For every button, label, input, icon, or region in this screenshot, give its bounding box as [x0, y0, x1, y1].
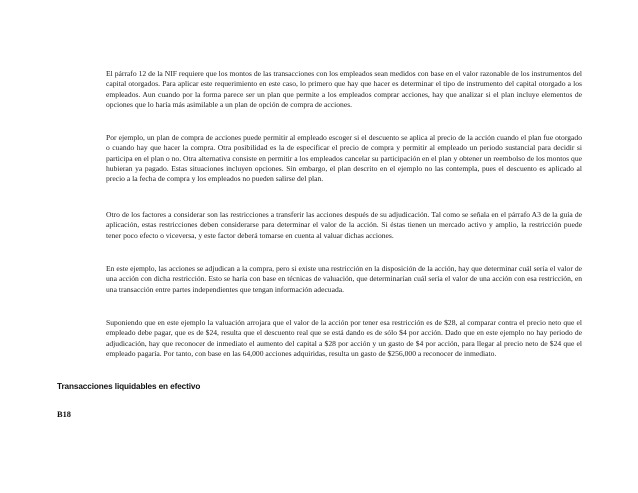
paragraph-nif-requirement: El párrafo 12 de la NIF requiere que los montos de las transacciones con los empleados sean medidos con base en el valor razonable de los instrumentos del capital otorgados. Para aplicar este requerimiento en este caso, lo primero que hay que hacer es determinar el tipo de instrumento del capital otorgado a los empleados. Aun cuando por la forma parece ser un plan que permite a los empleados comprar acciones, hay que analizar si el plan incluye elementos de opciones que lo haría más asimilable a un plan de opción de compra de acciones. — [106, 69, 582, 109]
section-code: B18 — [57, 410, 71, 419]
paragraph-option-example: Por ejemplo, un plan de compra de acciones puede permitir al empleado escoger si el descuento se aplica al precio de la acción cuando el plan fue otorgado o cuando hay que hacer la compra. Otra posibilidad es la de especificar el precio de compra y permitir al empleado un periodo sustancial para decidir si participa en el plan o no. Otra alternativa consiste en permitir a los empleados cancelar su participación en el plan y obtener un reembolso de los montos que hubieran ya pagado. Estas situaciones incluyen opciones. Sin embargo, el plan descrito en el ejemplo no las contempla, pues el descuento es aplicado al precio a la fecha de compra y los empleados no pueden salirse del plan. — [106, 133, 582, 184]
paragraph-expense-calculation: Suponiendo que en este ejemplo la valuación arrojara que el valor de la acción por tener esa restricción es de $28, al comparar contra el precio neto que el empleado debe pagar, que es de $24, resulta que el descuento real que se está dando es de sólo $4 por acción. Dado que en este ejemplo no hay periodo de adjudicación, hay que reconocer de inmediato el aumento del capital a $28 por acción y un gasto de $4 por acción, para llegar al precio neto de $24 que el empleado pagaría. Por tanto, con base en las 64,000 acciones adquiridas, resulta un gasto de $256,000 a reconocer de inmediato. — [106, 318, 582, 358]
paragraph-transfer-restrictions: Otro de los factores a considerar son las restricciones a transferir las acciones después de su adjudicación. Tal como se señala en el párrafo A3 de la guía de aplicación, estas restricciones deben considerarse para determinar el valor de la acción. Si éstas tienen un mercado activo y amplio, la restricción puede tener poco efecto o viceversa, y este factor deberá tomarse en cuenta al valuar dichas acciones. — [106, 210, 582, 240]
paragraph-restriction-valuation: En este ejemplo, las acciones se adjudican a la compra, pero si existe una restricción en la disposición de la acción, hay que determinar cuál sería el valor de una acción con dicha restricción. Esto se haría con base en técnicas de valuación, que determinarían cuál sería el valor de una acción con esa restricción, en una transacción entre partes independientes que tengan información adecuada. — [106, 264, 582, 294]
section-heading: Transacciones liquidables en efectivo — [57, 382, 201, 391]
